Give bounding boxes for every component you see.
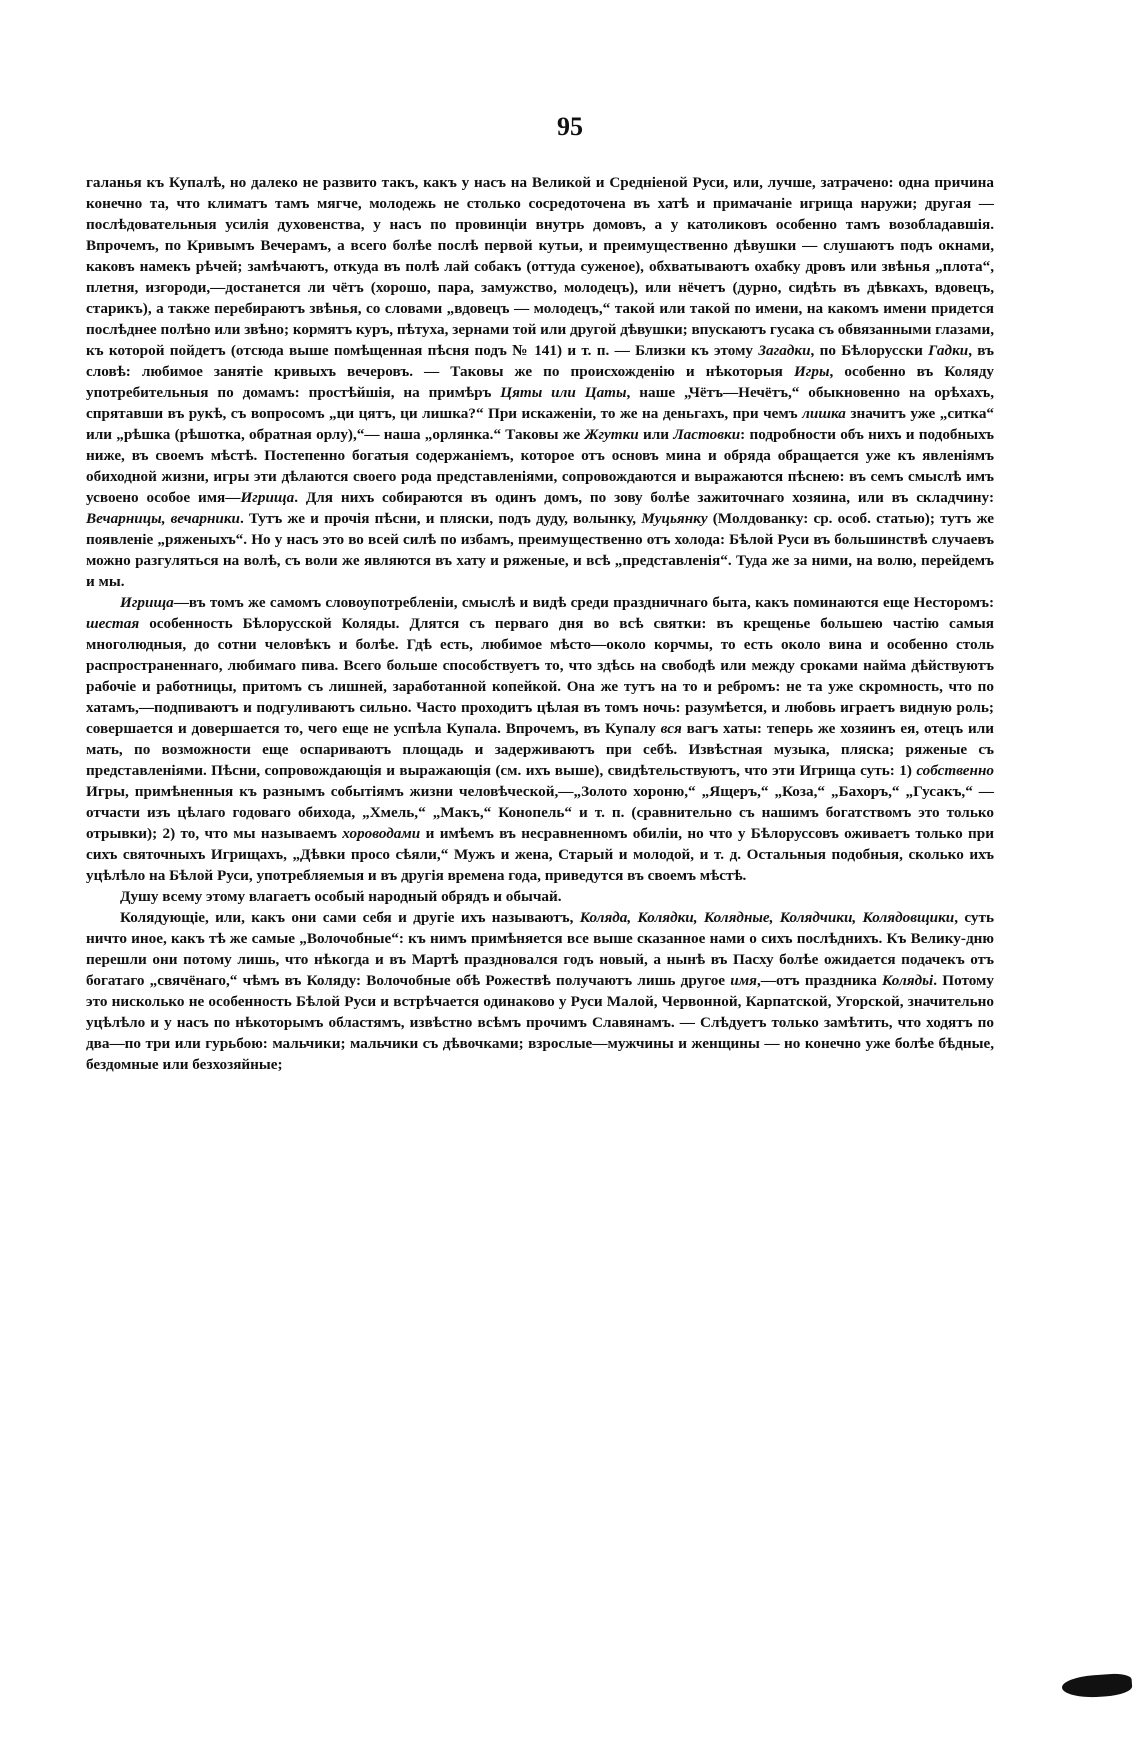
italic-term: хороводами xyxy=(342,825,421,842)
italic-term: имя xyxy=(730,972,757,989)
italic-term: Муцьянку xyxy=(641,510,708,527)
page-number: 95 xyxy=(557,112,583,141)
text-run: . Для нихъ собираются въ одинъ домъ, по зову болѣе зажиточнаго хозяина, или въ складчину: xyxy=(294,489,994,506)
body-text xyxy=(86,172,994,1075)
italic-term: Ластовки xyxy=(673,426,741,443)
ink-blot xyxy=(1061,1673,1132,1700)
text-run: особенность Бѣлорусской Коляды. Длятся съ перваго дня во всѣ святки: въ крещенье большею частію самыя многолюдныя, до сотни человѣкъ и болѣе. Гдѣ есть, любимое мѣсто—около корчмы, то есть около вина и особенно столь распространеннаго, любимаго пива. Всего больше способствуетъ то, что здѣсь на свободѣ или между сроками найма дѣйствуютъ рабочіе и работницы, притомъ съ лишней, заработанной копейкой. Она же тутъ на то и ребромъ: не та уже скромность, что по хатамъ,—подпиваютъ и подгуливаютъ сильно. Часто проходитъ цѣлая въ томъ ночь: разумѣется, и любовь играетъ видную роль; совершается и довершается то, чего еще не успѣла Купала. Впрочемъ, въ Купалу xyxy=(86,615,994,737)
text-run: и имѣемъ въ несравненномъ обиліи, но что у Бѣлоруссовъ оживаетъ только при сихъ святочныхъ Игрищахъ, „Дѣвки просо сѣяли,“ Мужъ и жена, Старый и молодой, и т. д. Остальныя подобныя, сколько ихъ уцѣлѣло на Бѣлой Руси, употребляемыя и въ другія времена года, приведутся въ своемъ мѣстѣ. xyxy=(86,825,994,884)
italic-term: собственно xyxy=(916,762,994,779)
text-run: Колядующіе, или, какъ они сами себя и другіе ихъ называютъ, xyxy=(120,909,580,926)
italic-term: Игрища xyxy=(120,594,174,611)
italic-term: Игрища xyxy=(240,489,295,506)
text-run: или xyxy=(638,426,674,443)
italic-term: Загадки xyxy=(758,342,811,359)
text-run: Игры, примѣненныя къ разнымъ событіямъ жизни человѣческой,—„Золото хороню,“ „Ящеръ,“ „Коза,“ „Бахоръ,“ „Гусакъ,“ — отчасти изъ цѣлаго годоваго обихода, „Хмель,“ „Макъ,“ Конопель“ и т. п. (сравнительно съ нашимъ богатствомъ это только отрывки); 2) то, что мы называемъ xyxy=(86,783,994,842)
paragraph xyxy=(86,172,994,592)
text-run: . Тутъ же и прочія пѣсни, и пляски, подъ дуду, волынку, xyxy=(240,510,642,527)
text-run: : подробности объ нихъ и подобныхъ ниже, въ своемъ мѣстѣ. Постепенно богатыя содержаніемъ, которое отъ основъ мина и обряда обращается уже къ явленіямъ обиходной жизни, игры эти дѣлаются своего рода представленіями, сопровождаются и выражаются пѣснею: въ семъ смыслѣ имъ усвоено особое имя— xyxy=(86,426,994,506)
paragraph xyxy=(86,592,994,886)
text-run: значитъ уже „ситка“ или „рѣшка (рѣшотка, обратная орлу),“— наша „орлянка.“ Таковы же xyxy=(86,405,995,443)
italic-term: шестая xyxy=(86,615,140,632)
italic-term: вся xyxy=(660,720,682,737)
text-run: вагъ хаты: теперь же хозяинъ ея, отецъ или мать, по возможности еще оспариваютъ площадь и задерживаютъ при себѣ. Извѣстная музыка, пляска; ряженые съ представленіями. Пѣсни, сопровождающія и выражающія (см. ихъ выше), свидѣтельствуютъ, что эти Игрища суть: 1) xyxy=(86,720,995,779)
italic-term: Коляда, Колядки, Колядные, Колядчики, Колядовщики xyxy=(579,909,955,926)
text-run: , въ словѣ: любимое занятіе кривыхъ вечеровъ. — Таковы же по происхожденію и нѣкоторыя xyxy=(86,342,994,380)
italic-term: Цяты или Цаты xyxy=(500,384,627,401)
italic-term: Игры xyxy=(793,363,830,380)
text-run: , наше „Чётъ—Нечётъ,“ обыкновенно на орѣхахъ, спрятавши въ рукѣ, съ вопросомъ „ци цятъ, ци лишка?“ При искаженіи, то же на деньгахъ, при чемъ xyxy=(86,384,995,422)
text-run: , особенно въ Коляду употребительныя по домамъ: простѣйшія, на примѣръ xyxy=(86,363,994,401)
text-run: , суть ничто иное, какъ тѣ же самые „Волочобные“: къ нимъ примѣняется все выше сказанное нами о сихъ послѣднихъ. Къ Велику-дню перешли они потому лишь, что нѣкогда и въ Мартѣ праздновался годъ новый, а нынѣ въ Пасху болѣе ожидается подачекъ отъ богатаго „свячёнаго,“ чѣмъ въ Коляду: Волочобные обѣ Рожествѣ получаютъ лишь другое xyxy=(86,909,994,989)
italic-term: Вечарницы, вечарники xyxy=(86,510,240,527)
text-run: —въ томъ же самомъ словоупотребленіи, смыслѣ и видѣ среди праздничнаго быта, какъ поминаются еще Несторомъ: xyxy=(173,594,994,611)
italic-term: лишка xyxy=(802,405,846,422)
text-run: Душу всему этому влагаетъ особый народный обрядъ и обычай. xyxy=(120,888,562,905)
italic-term: Колядьі xyxy=(882,972,934,989)
text-run: галанья къ Купалѣ, но далеко не развито такъ, какъ у насъ на Великой и Средніеной Руси, или, лучше, затрачено: одна причина конечно та, что климатъ тамъ мягче, молодежь не столько сосредоточена въ хатѣ и примачаніе игрища наружи; другая — послѣдовательныя усилія духовенства, у насъ по провинціи внутрь домовъ, а у католиковъ особенно тамъ возобладавшія. Впрочемъ, по Кривымъ Вечерамъ, а всего болѣе послѣ первой кутьи, и преимущественно дѣвушки — слушаютъ подъ окнами, каковъ намекъ рѣчей; замѣчаютъ, откуда въ полѣ лай собакъ (оттуда суженое), обхватываютъ охабку дровъ или звѣнья „плота“, плетня, изгороди,—достанется ли чётъ (хорошо, пара, замужство, молодецъ), или нёчетъ (дурно, сидѣть въ дѣвкахъ, вдовецъ, старикъ), а также перебираютъ звѣнья, со словами „вдовецъ — молодецъ,“ такой или такой по имени, на какомъ имени придется послѣднее полѣно или звѣно; кормятъ куръ, пѣтуха, зернами той или другой дѣвушки; впускаютъ гусака съ обвязанными глазами, къ которой пойдетъ (отсюда выше помѣщенная пѣсня подъ № 141) и т. п. — Близки къ этому xyxy=(86,174,994,359)
text-run: (Молдованку: ср. особ. статью); тутъ же появленіе „ряженыхъ“. Но у насъ это во всей силѣ по избамъ, преимущественно отъ холода: Бѣлой Руси въ большинствѣ случаевъ можно разгуляться на волѣ, съ воли же являются въ хату и ряженые, и всѣ „представленія“. Туда же за ними, на волю, перейдемъ и мы. xyxy=(86,510,994,590)
paragraph xyxy=(86,907,994,1075)
text-run: ,—отъ праздника xyxy=(756,972,883,989)
paragraph xyxy=(86,886,994,907)
italic-term: Гадки xyxy=(928,342,969,359)
text-run: . Потому это нисколько не особенность Бѣлой Руси и встрѣчается одинаково у Руси Малой, Червонной, Карпатской, Угорской, значительно уцѣлѣло и у насъ по нѣкоторымъ областямъ, извѣстно всѣмъ прочимъ Славянамъ. — Слѣдуетъ только замѣтить, что ходятъ по два—по три или гурьбою: мальчики; мальчики съ дѣвочками; взрослые—мужчины и женщины — но конечно уже болѣе бѣдные, бездомные или безхозяйные; xyxy=(86,972,994,1073)
text-run: , по Бѣлорусски xyxy=(810,342,929,359)
italic-term: Жгутки xyxy=(584,426,639,443)
